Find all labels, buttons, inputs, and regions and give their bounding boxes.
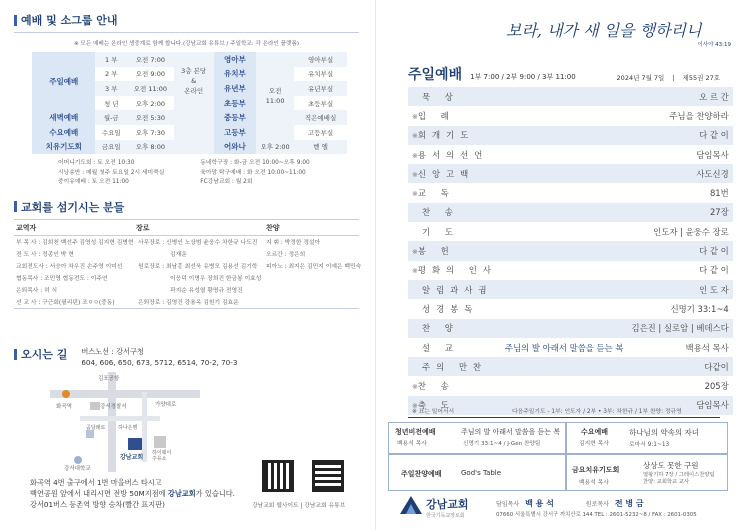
service-no: 2 부 xyxy=(105,70,118,79)
footer-pastors xyxy=(496,498,644,509)
servant-cell: 선 교 사 : 구근회(필리핀) 조ㅇㅇ(중동) xyxy=(16,299,115,306)
directions-line: 가 있습니다. xyxy=(195,489,235,498)
order-item xyxy=(408,319,501,338)
order-item xyxy=(408,280,501,299)
stand-mark: ※ xyxy=(412,170,418,179)
map-church-label: 강남교회 xyxy=(120,454,144,461)
servant-cell: 오르간 : 정은희 xyxy=(266,251,306,258)
extra-item: 동네학구장 : 화-금 오전 10:00~오후 9:00 xyxy=(200,160,310,167)
order-leader: 다 같 이 xyxy=(627,126,732,145)
bus-label: 버스노선 : 강서구청 xyxy=(81,347,144,356)
box-sub: 백용석 목사 xyxy=(579,480,609,486)
order-item xyxy=(408,106,501,125)
title-bar-icon xyxy=(14,349,17,360)
order-date: 2024년 7월 7일 xyxy=(616,74,665,82)
other-day: 월-금 xyxy=(95,110,127,125)
order-table xyxy=(408,87,733,415)
service-no: 청 년 xyxy=(103,99,119,108)
other-label: 새벽예배 xyxy=(32,110,95,125)
school-place: 고등부실 xyxy=(307,128,334,137)
order-leader: 주님을 찬양하라 xyxy=(669,110,729,121)
box-ref: 열왕기하 7장 / 그레이스찬양팀 찬양: 교회학교 교사 xyxy=(643,472,715,485)
website-qr-icon[interactable] xyxy=(262,460,294,492)
order-item xyxy=(408,203,501,222)
order-mid xyxy=(501,222,627,241)
stand-mark: ※ xyxy=(412,248,418,257)
order-item xyxy=(408,87,501,106)
school-name: 유치부 xyxy=(214,67,256,82)
church-logo-icon xyxy=(398,494,424,516)
order-mid xyxy=(501,261,627,280)
order-mid xyxy=(501,106,627,125)
order-item xyxy=(408,183,501,202)
service-no: 3 부 xyxy=(95,81,127,96)
service-time: 오전 7:00 xyxy=(127,52,174,67)
elder-name: 전 병 금 xyxy=(614,499,644,508)
order-row xyxy=(408,241,733,260)
station-icon xyxy=(154,436,166,448)
order-row xyxy=(408,338,733,357)
school-place: 영아부실 xyxy=(294,52,347,67)
order-item xyxy=(408,241,501,260)
service-no: 1 부 xyxy=(95,52,127,67)
qr-captions: 강남교회 웹사이트 | 강남교회 유튜브 xyxy=(252,503,346,509)
box-sub: 백용석 목사 xyxy=(397,441,427,447)
order-row xyxy=(408,261,733,280)
servants-title: 교회를 섬기시는 분들 xyxy=(21,200,125,214)
banner xyxy=(506,18,731,48)
extra-item: FC강남교회 : 월 2회 xyxy=(200,179,253,186)
wednesday-service-box xyxy=(566,422,728,454)
order-item-label: 봉 헌 xyxy=(417,246,455,257)
school-place: 유년부실 xyxy=(294,81,347,96)
order-item-label: 주의 만찬 xyxy=(422,361,488,372)
order-title: 주일예배 xyxy=(408,67,463,83)
map-label: 하이웨이 주유소 xyxy=(152,450,172,462)
order-leader: 담임목사 xyxy=(696,149,729,160)
route-title: 오시는 길 xyxy=(21,348,68,361)
box-text: God's Table xyxy=(461,469,502,477)
stand-mark: ※ xyxy=(412,190,418,199)
order-mid xyxy=(501,319,627,338)
servant-cell: 원로장로 : 최남홍 최선욱 유병모 김용선 김기학 xyxy=(138,263,258,270)
servant-cell: 은퇴장로 : 김영진 강용옥 김원기 김효운 xyxy=(138,299,239,306)
order-item-label: 찬 송 xyxy=(422,207,459,218)
directions-line: 화곡역 4번 출구에서 1번 마을버스 타시고 xyxy=(30,478,162,487)
order-item-label: 평화의 인사 xyxy=(417,265,497,276)
order-mid xyxy=(501,241,627,260)
box-title: 금요치유기도회 xyxy=(572,466,620,474)
order-mid xyxy=(501,126,627,145)
order-item xyxy=(408,357,501,376)
awana-time: 오후 2:00 xyxy=(256,140,294,155)
box-text: 주님의 발 아래서 말씀을 듣는 복 xyxy=(461,428,561,436)
servant-cell: 곽지순 유성열 황명규 전영진 xyxy=(170,287,243,294)
servants-section-title xyxy=(14,199,359,215)
elder-label: 원로목사 xyxy=(585,501,609,508)
school-place: 벧 엘 xyxy=(294,140,347,155)
banner-ref: 이사야 43:19 xyxy=(697,42,731,48)
order-leader: 사도신경 xyxy=(627,164,732,183)
order-mid xyxy=(501,164,627,183)
order-mid xyxy=(501,203,627,222)
order-item xyxy=(408,126,501,145)
other-day: 수요일 xyxy=(101,128,121,137)
order-mid xyxy=(501,183,627,202)
servants-header: 교역자 xyxy=(16,223,37,232)
order-leader: 인 도 자 xyxy=(627,280,732,299)
order-leader: 다같이 xyxy=(627,357,732,376)
order-row xyxy=(408,126,733,145)
stand-mark: ※ xyxy=(412,402,418,411)
servants-header: 장로 xyxy=(136,223,150,232)
subway-icon xyxy=(62,390,70,398)
other-time: 오후 7:30 xyxy=(135,128,165,137)
order-row xyxy=(408,87,733,106)
servant-cell: 협동목사 : 조민영 협동전도 : 이주연 xyxy=(16,275,108,282)
order-item xyxy=(408,164,501,183)
servant-cell: 교회전도사 : 서승아 차우진 손주영 이미선 xyxy=(16,263,123,270)
order-leader: 담임목사 xyxy=(627,396,732,415)
order-leader: 김은진 | 실로암 | 베데스다 xyxy=(627,319,732,338)
left-page xyxy=(14,12,362,309)
directions xyxy=(30,477,235,510)
order-row xyxy=(408,319,733,338)
directions-line: 백연공원 앞에서 내리시면 전방 50M지점에 xyxy=(30,489,168,498)
order-mid xyxy=(501,299,627,318)
box-title: 주일찬양예배 xyxy=(401,470,442,478)
order-row xyxy=(408,357,733,376)
building-icon xyxy=(86,430,94,438)
servant-cell: 사무장로 : 신병인 노상범 윤웅수 차한규 나도진 xyxy=(138,239,258,246)
church-marker-icon xyxy=(128,438,142,450)
order-item-label: 입 례 xyxy=(417,110,455,121)
map-label: 강서대학교 xyxy=(64,466,91,472)
order-item-label: 교 독 xyxy=(417,188,455,199)
worship-title: 예배 및 소그룹 안내 xyxy=(21,14,118,27)
order-item xyxy=(408,376,501,395)
servant-cell: 전 도 사 : 정종인 박 현 xyxy=(16,251,74,258)
school-place: 직은예배실 xyxy=(294,110,347,125)
order-item xyxy=(408,261,501,280)
servant-cell: 이응덕 이명우 장희진 한금봉 이효성 xyxy=(170,275,262,282)
school-place: 유치부실 xyxy=(307,70,334,79)
other-label: 수요예배 xyxy=(32,125,95,140)
pastor-label: 담임목사 xyxy=(496,501,520,508)
footer-church xyxy=(426,496,469,519)
footer-address: 07660 서울특별시 강서구 까치산로 144 TEL : 2601-5232~8 / FAX : 2601-0305 xyxy=(496,512,697,518)
order-row xyxy=(408,222,733,241)
friday-service-box xyxy=(566,454,728,491)
qr-caption: 강남교회 유튜브 xyxy=(304,503,346,509)
order-mid xyxy=(501,376,627,395)
servant-cell: 은퇴목사 : 허 식 xyxy=(16,287,58,294)
stand-note: ※ 표는 일어서서 xyxy=(412,409,455,415)
worship-table xyxy=(32,52,347,154)
footer-church-name: 강남교회 xyxy=(426,498,469,511)
worship-section-title xyxy=(14,12,359,28)
order-leader: 백용석 목사 xyxy=(685,342,729,353)
servants-body xyxy=(14,236,362,308)
order-times: 1부 7:00 / 2부 9:00 / 3부 11:00 xyxy=(470,73,576,81)
school-name: 유년부 xyxy=(214,81,256,96)
other-time: 오후 8:00 xyxy=(127,140,174,155)
order-item xyxy=(408,145,501,164)
order-item-label: 신앙고백 xyxy=(417,168,475,179)
school-name: 초등부 xyxy=(214,96,256,111)
order-item-label: 축 도 xyxy=(417,400,455,411)
box-sub: 김지현 목사 xyxy=(579,441,609,447)
order-row xyxy=(408,164,733,183)
order-row xyxy=(408,106,733,125)
order-item-label: 회개기도 xyxy=(417,130,475,141)
youtube-qr-icon[interactable] xyxy=(312,460,344,492)
servant-cell: 부 목 사 : 김희천 백선주 김영성 김지현 김병현 xyxy=(16,239,134,246)
order-leader: 다 같 이 xyxy=(699,265,729,276)
school-time: 오전 11:00 xyxy=(256,52,294,140)
box-title: 청년비전예배 xyxy=(395,428,436,436)
pastor-name: 백 용 석 xyxy=(525,499,554,508)
servant-cell: 피아노 : 최지은 김민지 이예은 백민숙 xyxy=(266,263,362,270)
stand-mark: ※ xyxy=(412,132,418,141)
map-label: 하나은행 xyxy=(118,425,138,431)
box-ref: 신명기 33:1~4 / J-Gen 찬양팀 xyxy=(463,441,541,447)
box-text: 상상도 못한 구원 xyxy=(643,461,699,470)
footer-church-sub: 한국기독교장로회 xyxy=(426,513,465,519)
order-item-label: 성경봉독 xyxy=(422,303,479,314)
order-item-label: 설 교 xyxy=(422,342,459,353)
bus-numbers: 604, 606, 650, 673, 5712, 6514, 70-2, 70-3 xyxy=(81,358,238,367)
service-time: 오전 11:00 xyxy=(127,81,174,96)
box-title: 수요예배 xyxy=(581,428,609,436)
order-row xyxy=(408,203,733,222)
order-item xyxy=(408,338,501,357)
qr-caption: 강남교회 웹사이트 xyxy=(252,503,299,509)
order-item-label: 찬 송 xyxy=(417,381,455,392)
stand-mark: ※ xyxy=(412,267,418,276)
order-item xyxy=(408,222,501,241)
order-mid: 주님의 발 아래서 말씀을 듣는 복 xyxy=(505,342,624,353)
order-item-label: 용서의선언 xyxy=(417,149,489,160)
extra-item: 육아맘 탁구예배 : 화 오전 10:00~11:00 xyxy=(200,169,306,176)
order-leader: 인도자 | 윤웅수 장로 xyxy=(653,226,729,237)
main-place: 3층 본당 & 온라인 xyxy=(174,52,214,110)
extra-item: 시낭송반 : 매월 첫주 토요일 2시 세미쿡실 xyxy=(58,169,165,176)
route-section xyxy=(14,346,359,368)
order-header: 주일예배 1부 7:00 / 2부 9:00 / 3부 11:00 2024년 7월 7일 | 제55권 27호 xyxy=(408,64,720,89)
banner-verse: 보라, 내가 새 일을 행하리니 xyxy=(506,21,702,40)
directions-highlight: 강남교회 xyxy=(167,489,196,498)
order-leader: 오 르 간 xyxy=(627,87,732,106)
route-section-title xyxy=(14,346,67,362)
servant-cell: 지 휘 : 박정한 정설아 xyxy=(266,239,321,246)
school-name: 중등부 xyxy=(214,110,256,125)
directions-line: 강서01버스 등촌역 방향 승차(빨간 표지판) xyxy=(30,500,165,509)
map-label: 가양대로 xyxy=(155,402,177,408)
title-bar-icon xyxy=(14,201,17,212)
servants-table xyxy=(14,221,359,235)
map-label: 화곡역 xyxy=(56,404,72,410)
next-week-prayer: 다음주일기도 - 1부: 인도자 / 2부 • 3부: 차한규 / 1부 찬양: 정규영 xyxy=(512,409,682,415)
service-time: 오후 2:00 xyxy=(135,99,165,108)
order-issue: 제55권 27호 xyxy=(682,74,720,82)
stand-mark: ※ xyxy=(412,112,418,121)
order-item-label: 묵 상 xyxy=(422,91,459,102)
police-icon xyxy=(90,402,100,410)
order-leader: 27장 xyxy=(627,203,732,222)
order-row xyxy=(408,299,733,318)
service-time: 오전 9:00 xyxy=(135,70,165,79)
school-place: 초등부실 xyxy=(307,99,334,108)
extra-meetings xyxy=(58,159,359,188)
sunday-label: 주일예배 xyxy=(32,52,95,110)
box-ref: 로마서 9:1~13 xyxy=(629,442,670,448)
map-label: 강서경찰서 xyxy=(100,404,127,410)
order-item-label: 기 도 xyxy=(422,226,459,237)
order-row xyxy=(408,145,733,164)
map-label: 곰달래로 xyxy=(86,425,106,431)
servants-header: 찬양 xyxy=(266,223,280,232)
other-time: 오전 5:30 xyxy=(127,110,174,125)
box-text: 하나님의 약속의 자녀 xyxy=(629,428,699,437)
extra-item: 어머니기도회 : 토 오전 10:30 xyxy=(58,160,135,167)
title-bar-icon xyxy=(14,15,17,26)
order-row xyxy=(408,183,733,202)
servant-cell: 김재운 xyxy=(170,251,187,258)
order-mid xyxy=(501,357,627,376)
map-label: 김포공항 xyxy=(98,376,120,382)
order-mid xyxy=(501,145,627,164)
order-item xyxy=(408,299,501,318)
school-name: 어와나 xyxy=(214,140,256,155)
order-leader: 205장 xyxy=(704,381,729,392)
order-item-label: 찬 양 xyxy=(422,323,459,334)
order-row xyxy=(408,280,733,299)
order-leader: 신명기 33:1~4 xyxy=(670,303,729,314)
other-label: 치유기도회 xyxy=(32,140,95,155)
extra-item: 중이유예배 : 토 오전 11:00 xyxy=(58,179,129,186)
order-mid xyxy=(501,87,627,106)
worship-note: ※ 모든 예배는 온라인 생중계로 함께 합니다.(강남교회 유튜브 / 주일학교: 각 온라인 플랫폼) xyxy=(73,41,300,47)
school-name: 영아부 xyxy=(214,52,256,67)
order-row xyxy=(408,376,733,395)
order-mid xyxy=(501,280,627,299)
school-name: 고등부 xyxy=(214,125,256,140)
praise-service-box xyxy=(388,454,566,491)
order-item-label: 알림과사귐 xyxy=(422,284,493,295)
stand-mark: ※ xyxy=(412,383,418,392)
univ-icon xyxy=(74,456,82,464)
other-day: 금요일 xyxy=(95,140,127,155)
order-leader: 다 같 이 xyxy=(627,241,732,260)
order-leader: 81번 xyxy=(709,188,729,199)
stand-mark: ※ xyxy=(412,151,418,160)
youth-service-box xyxy=(388,422,566,454)
